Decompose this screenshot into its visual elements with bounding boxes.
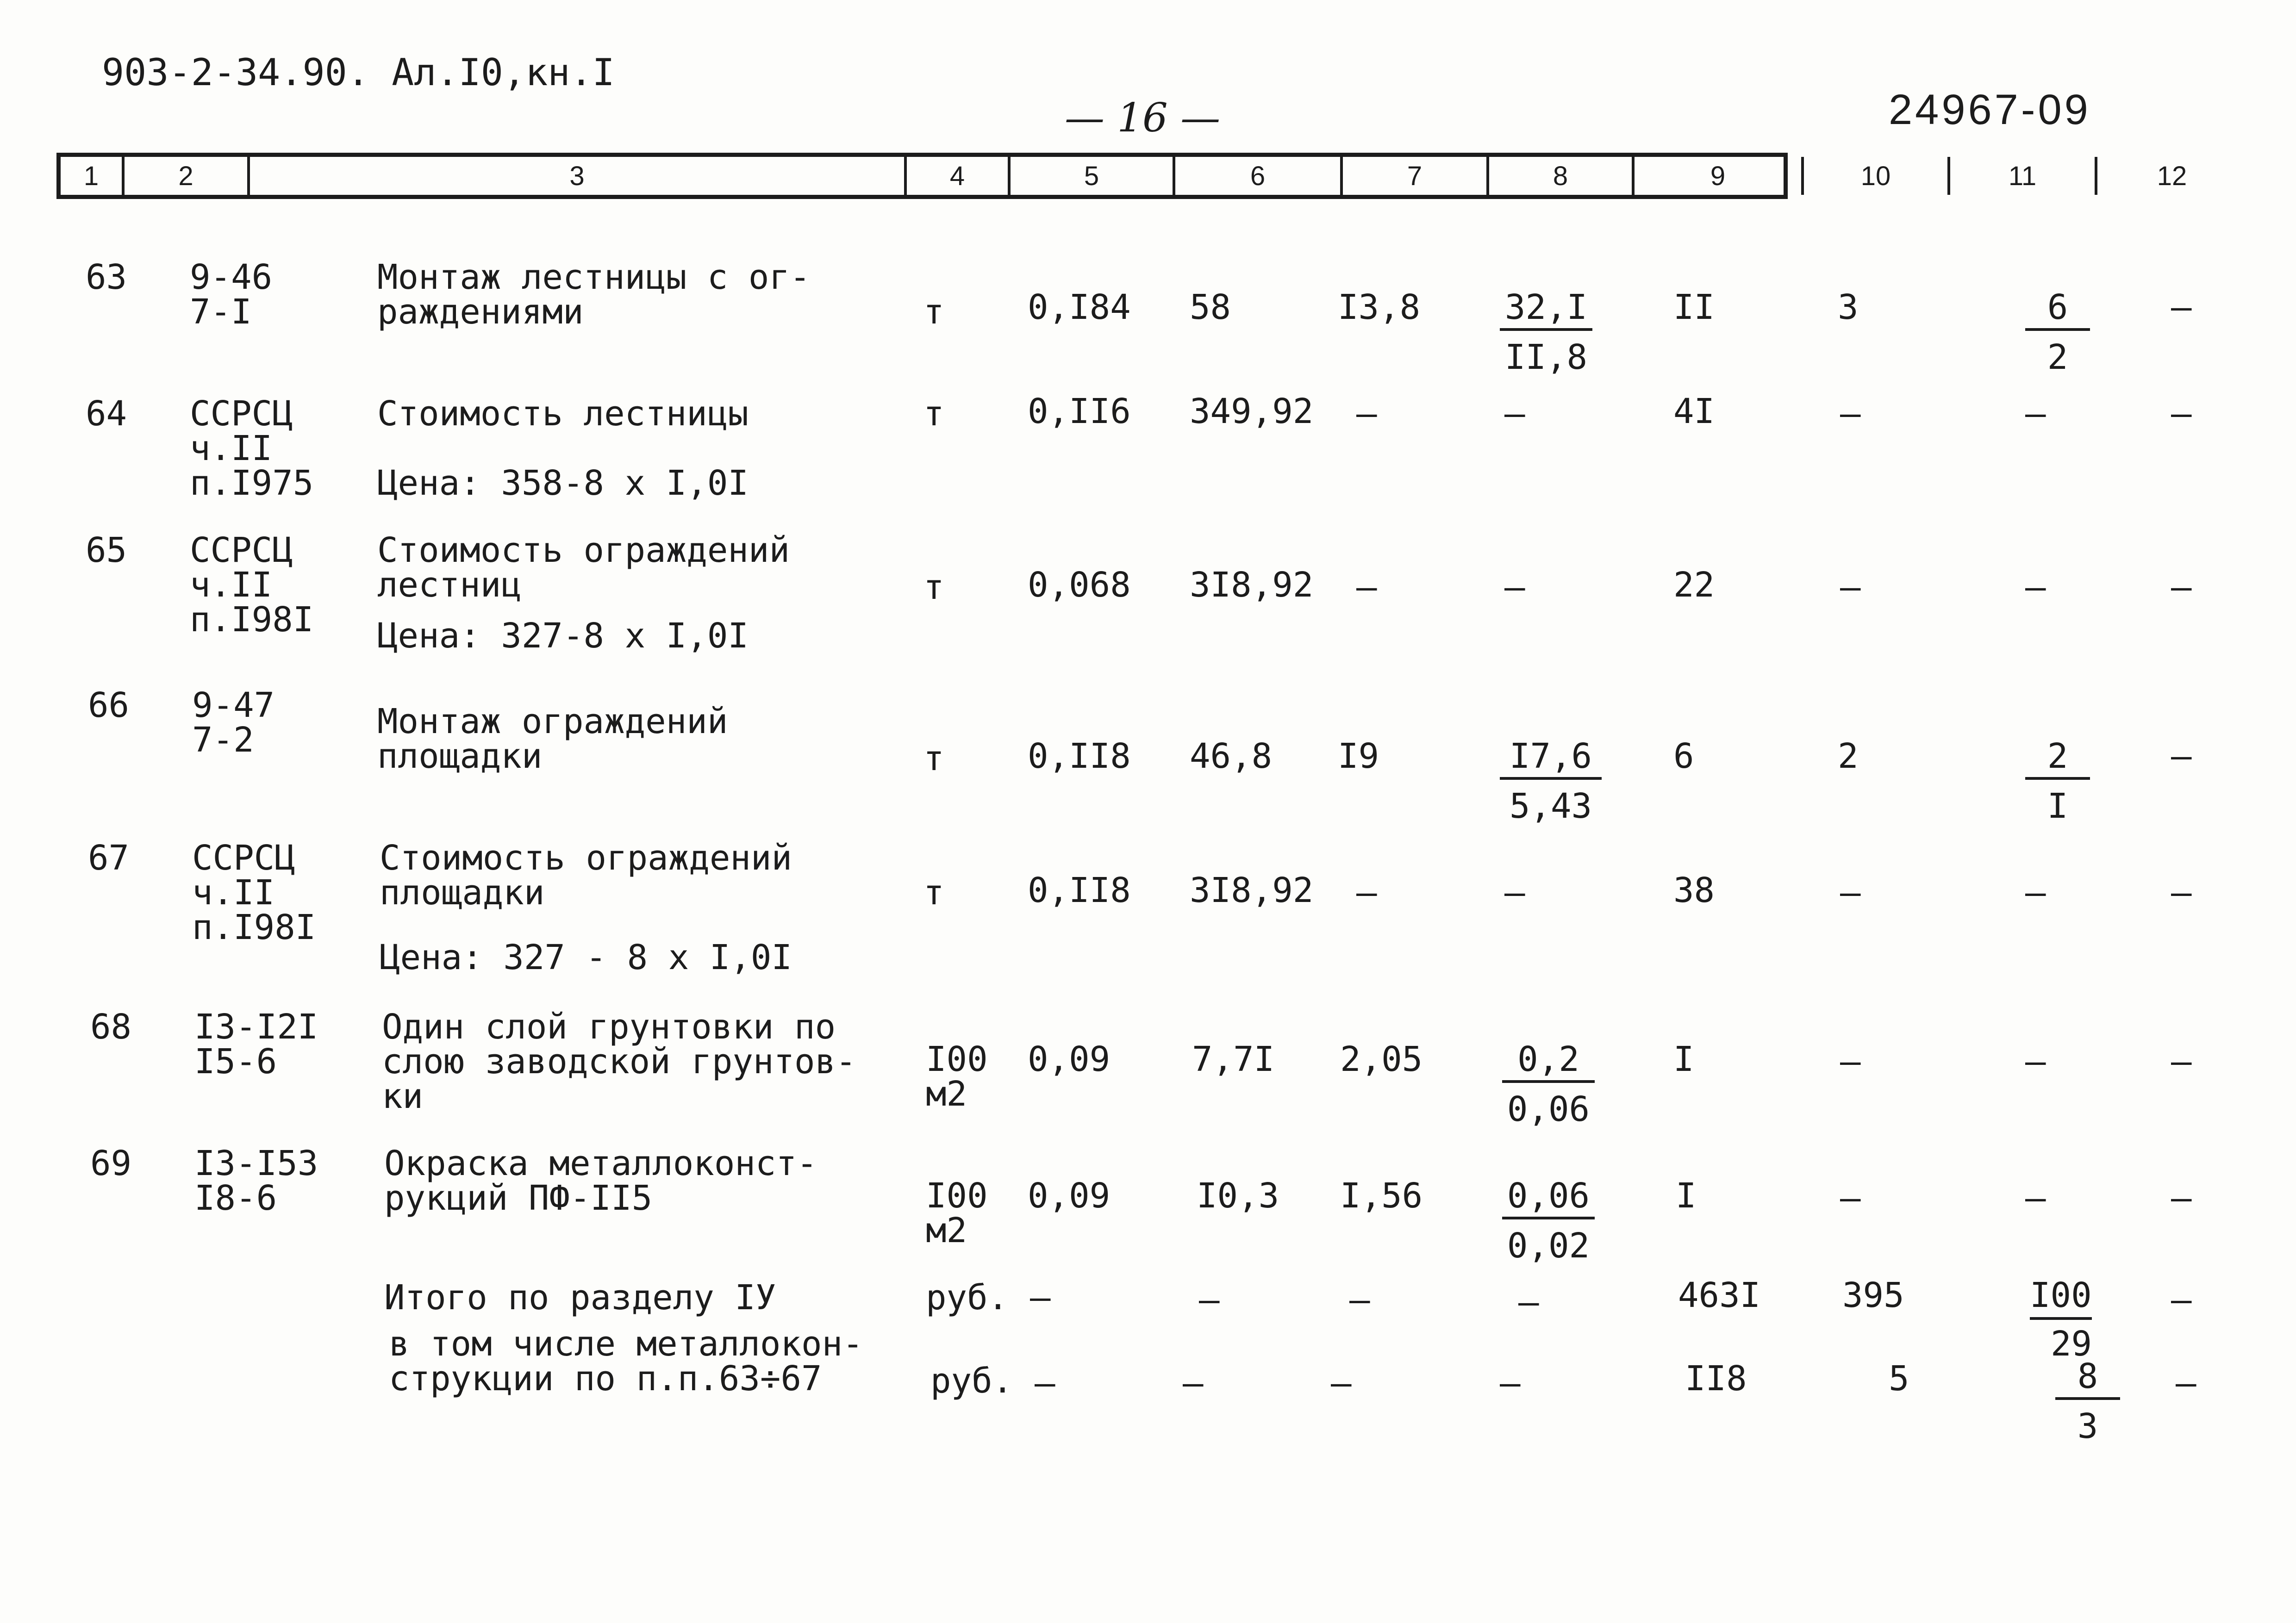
column-header: 10 — [1804, 157, 1950, 195]
work-description: площадки — [380, 873, 545, 913]
fraction-bottom: 5,43 — [1509, 786, 1592, 826]
document-code: 903-2-34.90. Ал.I0,кн.I — [102, 51, 615, 94]
unit: руб. — [930, 1361, 1013, 1401]
page-number: — 16 — — [1065, 95, 1221, 141]
quantity: 0,09 — [1028, 1039, 1111, 1079]
fraction-bottom: 3 — [2077, 1406, 2098, 1446]
unit-price: 3I8,92 — [1190, 565, 1314, 605]
col10-value: – — [1840, 1178, 1861, 1218]
underlined-value: I00 — [2030, 1275, 2092, 1320]
unit-price: 7,7I — [1192, 1039, 1275, 1079]
col10-value: – — [1840, 567, 1861, 607]
col9-value: 38 — [1673, 871, 1715, 910]
col8-fraction — [1502, 1178, 1595, 1264]
fraction-bottom: 0,06 — [1507, 1089, 1590, 1129]
work-description: раждениями — [377, 292, 584, 332]
col7-value: – — [1356, 873, 1377, 913]
quantity: 0,09 — [1028, 1176, 1111, 1216]
col8-value: – — [1518, 1282, 1539, 1322]
col8-value: – — [1500, 1363, 1521, 1403]
col8-value: – — [1504, 873, 1525, 913]
rate-code: п.I98I — [192, 908, 316, 947]
col10-value: 2 — [1838, 736, 1859, 776]
quantity: 0,068 — [1028, 565, 1131, 605]
fraction-top: 0,06 — [1502, 1178, 1595, 1219]
work-description: слою заводской грунтов- — [382, 1042, 856, 1082]
quantity: 0,II8 — [1028, 871, 1131, 910]
col11-value-a: 29 — [2051, 1324, 2092, 1364]
col5-value: – — [1035, 1363, 1055, 1403]
quantity: 0,I84 — [1028, 287, 1131, 327]
fraction-top: 32,I — [1500, 289, 1592, 331]
table-header-row — [56, 153, 2187, 199]
col10-value: – — [1840, 873, 1861, 913]
work-description: лестниц — [377, 565, 522, 605]
col8-value: – — [1504, 567, 1525, 607]
totals-label: Итого по разделу IУ — [384, 1278, 776, 1318]
col11-value: – — [2025, 394, 2046, 434]
rate-code: ССРСЦ — [190, 394, 293, 434]
col9-value: 6 — [1673, 736, 1694, 776]
col11-value: – — [2025, 1178, 2046, 1218]
quantity: 0,II6 — [1028, 392, 1131, 431]
row-number: 69 — [90, 1144, 132, 1183]
work-description: ки — [382, 1076, 424, 1116]
unit-price: 349,92 — [1190, 392, 1314, 431]
col11-fraction — [2055, 1358, 2120, 1444]
col11-value: – — [2025, 567, 2046, 607]
unit: руб. — [926, 1278, 1009, 1318]
col12-value: – — [2171, 1280, 2192, 1320]
work-description: Окраска металлоконст- — [384, 1144, 817, 1183]
fraction-top: I7,6 — [1500, 738, 1602, 780]
col8-fraction — [1502, 1041, 1595, 1127]
rate-code: ч.II — [190, 565, 273, 605]
fraction-bottom: 2 — [2047, 337, 2068, 377]
col12-value: – — [2171, 1042, 2192, 1082]
rate-code: ч.II — [190, 429, 273, 468]
column-header: 2 — [125, 157, 250, 195]
col6-value: – — [1199, 1280, 1220, 1320]
col9-value: II — [1673, 287, 1715, 327]
fraction-top: 2 — [2025, 738, 2090, 780]
col5-value: – — [1030, 1278, 1051, 1318]
column-header: 3 — [250, 157, 907, 195]
col7-value: – — [1356, 394, 1377, 434]
col11-value — [2030, 1277, 2092, 1313]
rate-code: п.I975 — [190, 463, 314, 503]
col11-value: – — [2025, 873, 2046, 913]
col7-value: – — [1356, 567, 1377, 607]
fraction-top: 6 — [2025, 289, 2090, 331]
rate-code: I8-6 — [194, 1178, 277, 1218]
price-line: Цена: 358-8 x I,0I — [377, 463, 749, 503]
column-header: 12 — [2157, 161, 2187, 191]
unit: т — [923, 873, 944, 913]
unit-price: 3I8,92 — [1190, 871, 1314, 910]
work-description: Один слой грунтовки по — [382, 1007, 836, 1047]
rate-code: ССРСЦ — [190, 530, 293, 570]
col11-fraction — [2025, 738, 2090, 824]
col6-value: – — [1183, 1363, 1204, 1403]
col7-value: – — [1331, 1363, 1352, 1403]
col7-value: I9 — [1338, 736, 1379, 776]
work-description: рукций ПФ-II5 — [384, 1178, 653, 1218]
work-description: площадки — [377, 736, 543, 776]
column-header: 11 — [1950, 157, 2097, 195]
unit: т — [923, 567, 944, 607]
quantity: 0,II8 — [1028, 736, 1131, 776]
col7-value: I3,8 — [1338, 287, 1421, 327]
work-description: Монтаж ограждений — [377, 702, 728, 741]
unit: м2 — [926, 1211, 967, 1250]
col8-value: – — [1504, 394, 1525, 434]
col10-value: 5 — [1889, 1359, 1909, 1399]
unit: т — [923, 394, 944, 434]
rate-code: ССРСЦ — [192, 838, 295, 878]
col11-fraction — [2025, 289, 2090, 375]
col8-fraction — [1500, 289, 1592, 375]
col12-value: – — [2171, 567, 2192, 607]
fraction-bottom: II,8 — [1504, 337, 1588, 377]
fraction-top: 0,2 — [1502, 1041, 1595, 1083]
col9-value: 463I — [1678, 1275, 1761, 1315]
unit: I00 — [926, 1176, 988, 1216]
unit-price: I0,3 — [1197, 1176, 1279, 1216]
unit: м2 — [926, 1074, 967, 1114]
fraction-top: 8 — [2055, 1358, 2120, 1400]
rate-code: I3-I53 — [194, 1144, 318, 1183]
rate-code: I3-I2I — [194, 1007, 318, 1047]
column-header: 1 — [61, 157, 125, 195]
unit-price: 46,8 — [1190, 736, 1273, 776]
row-number: 67 — [88, 838, 130, 878]
unit: т — [923, 292, 944, 332]
unit: т — [923, 739, 944, 778]
col9-value: I — [1676, 1176, 1697, 1216]
row-number: 65 — [86, 530, 127, 570]
row-number: 66 — [88, 685, 130, 725]
col7-value: 2,05 — [1340, 1039, 1423, 1079]
col12-value: – — [2171, 287, 2192, 327]
col10-value: – — [1840, 1042, 1861, 1082]
column-header: 6 — [1175, 157, 1343, 195]
work-description: Стоимость ограждений — [377, 530, 790, 570]
row-number: 68 — [90, 1007, 132, 1047]
column-header: 4 — [907, 157, 1011, 195]
rate-code: 9-46 — [190, 257, 273, 297]
fraction-bottom: 0,02 — [1507, 1226, 1590, 1266]
rate-code: ч.II — [192, 873, 275, 913]
col10-value: – — [1840, 394, 1861, 434]
column-header: 9 — [1635, 157, 1804, 195]
column-header: 8 — [1489, 157, 1635, 195]
col12-value: – — [2171, 736, 2192, 776]
col10-value: 395 — [1842, 1275, 1904, 1315]
column-header: 5 — [1011, 157, 1175, 195]
sheet-number: 24967-09 — [1889, 86, 2091, 133]
unit: I00 — [926, 1039, 988, 1079]
row-number: 64 — [86, 394, 127, 434]
rate-code: 7-I — [190, 292, 252, 332]
col7-value: – — [1349, 1280, 1370, 1320]
totals-label: струкции по п.п.63÷67 — [389, 1359, 822, 1399]
col10-value: 3 — [1838, 287, 1859, 327]
col12-value: – — [2176, 1363, 2196, 1403]
col7-value: I,56 — [1340, 1176, 1423, 1216]
col12-value: – — [2171, 394, 2192, 434]
rate-code: 7-2 — [192, 720, 254, 760]
col8-fraction — [1500, 738, 1602, 824]
price-line: Цена: 327-8 x I,0I — [377, 616, 749, 656]
rate-code: I5-6 — [194, 1042, 277, 1082]
col9-value: 22 — [1673, 565, 1715, 605]
row-number: 63 — [86, 257, 127, 297]
col9-value: I — [1673, 1039, 1694, 1079]
work-description: Монтаж лестницы с ог- — [377, 257, 811, 297]
col9-value: 4I — [1673, 392, 1715, 431]
work-description: Стоимость лестницы — [377, 394, 749, 434]
col9-value: II8 — [1685, 1359, 1747, 1399]
totals-label: в том числе металлокон- — [389, 1324, 863, 1364]
rate-code: п.I98I — [190, 600, 314, 640]
work-description: Стоимость ограждений — [380, 838, 792, 878]
price-line: Цена: 327 - 8 x I,0I — [380, 938, 792, 977]
fraction-bottom: I — [2047, 786, 2068, 826]
column-header: 7 — [1343, 157, 1489, 195]
col12-value: – — [2171, 1178, 2192, 1218]
unit-price: 58 — [1190, 287, 1231, 327]
rate-code: 9-47 — [192, 685, 275, 725]
col11-value: – — [2025, 1042, 2046, 1082]
col12-value: – — [2171, 873, 2192, 913]
